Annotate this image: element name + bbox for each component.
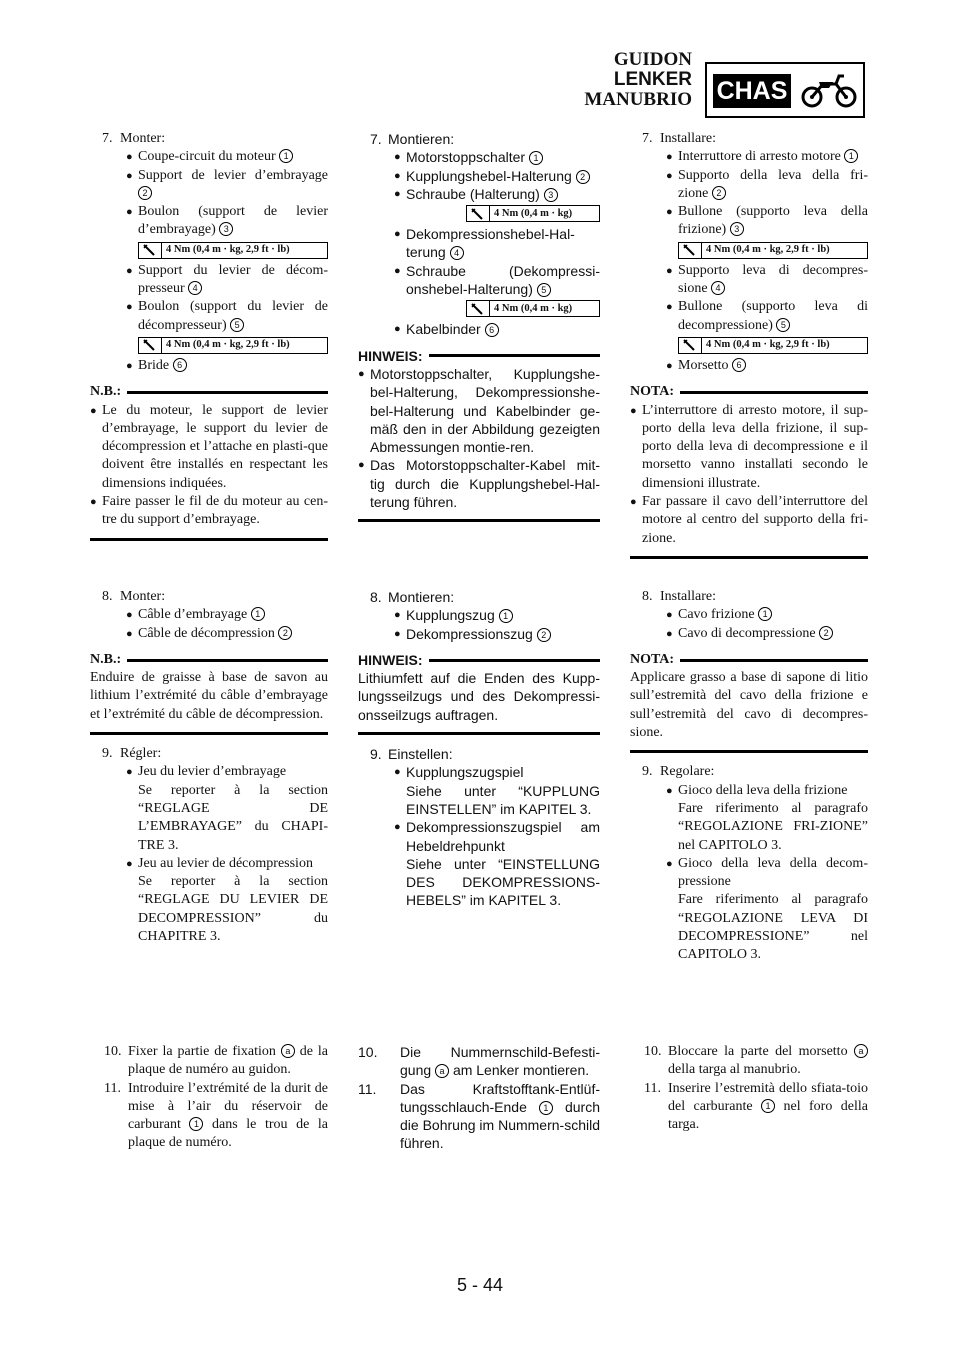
reference-text: Siehe unter “EINSTELLUNG DES DEKOMPRESSIONS-HEBELS” im KAPITEL 3. — [406, 855, 600, 909]
list-item: ● Morsetto 6 — [630, 357, 868, 375]
list-item: ● Coupe-circuit du moteur 1 — [90, 148, 328, 166]
wrench-icon — [471, 303, 485, 315]
it-step-7: 7. Installare: ● Interruttore di arresto motore 1 ● Supporto della leva della fri-zione 2 ● Bullone (supporto leva della frizione) 3 4 Nm (0,4 m · kg, 2,9 ft · lb) ● Supporto leva di decompres-sione 4 ● Bullone (supporto leva di decompressione) 5 4 Nm (0,4 m · kg, 2,9 ft · lb) ● Morsetto 6 NOTA: ● L’interruttore di arresto motore, il sup-porto della leva della frizione, il sup-porto della leva di decompressione e il morsetto vanno installati secondo le dimensioni illustrate. ● Far passare il cavo dell’interruttore del motore al centro del supporto della fri-zione. — [630, 130, 868, 559]
note-text: Lithiumfett auf die Enden des Kupp-lungsseilzugs und des Dekompressi-onsseilzugs auftragen. — [358, 670, 600, 723]
note-item: ● Faire passer le fil de du moteur au cen-tre du support d’embrayage. — [90, 494, 328, 528]
step-title: Regolare: — [660, 764, 715, 780]
note-block — [90, 383, 328, 540]
wrench-icon — [471, 208, 485, 220]
ref-callout: 4 — [450, 246, 464, 260]
ref-callout: 6 — [485, 323, 499, 337]
note-label: NOTA: — [630, 651, 675, 667]
note-label: NOTA: — [630, 384, 675, 400]
ref-callout: 5 — [537, 283, 551, 297]
ref-callout: 1 — [529, 151, 543, 165]
step-title: Installare: — [660, 131, 716, 146]
list-item: ● Bullone (supporto leva della frizione) 3 — [666, 204, 868, 238]
list-item: ● Kupplungshebel-Halterung 2 — [358, 167, 600, 185]
reference-text: Fare riferimento al paragrafo “REGOLAZIONE FRI-ZIONE” nel CAPITOLO 3. — [678, 800, 868, 853]
ref-callout: 2 — [278, 626, 292, 640]
torque-spec: 4 Nm (0,4 m · kg) — [466, 300, 600, 317]
list-item: ● Boulon (support du levier de décompresseur) 5 — [126, 299, 328, 333]
section-titles — [584, 50, 692, 110]
ref-callout: 2 — [819, 626, 833, 640]
step-title: Montieren: — [388, 589, 455, 605]
ref-callout: 2 — [138, 186, 152, 200]
it-step-10-11: 10. Bloccare la parte del morsetto a della targa al manubrio. 11. Inserire l’estremità dello sfiata-toio del carburante 1 nel foro della targa. — [644, 1044, 868, 1133]
ref-callout: 1 — [189, 1117, 203, 1131]
ref-callout: a — [281, 1044, 295, 1058]
list-item: ● Gioco della leva della decom-pressione — [666, 855, 868, 890]
ref-callout: 1 — [251, 607, 265, 621]
list-item: ● Dekompressionszugspiel am Hebeldrehpunkt — [394, 819, 600, 854]
list-item: ● Câble d’embrayage 1 — [90, 606, 328, 624]
de-step-7: 7. Montieren: ● Motorstoppschalter 1 ● Kupplungshebel-Halterung 2 ● Schraube (Halterung) 3 4 Nm (0,4 m · kg) ● Dekompressionshebel-Hal-terung 4 ● Schraube (Dekompressi-onshebel-Halterung) 5 4 Nm (0,4 m · kg) ● Kabelbinder 6 HINWEIS: ● Motorstoppschalter, Kupplungshe-bel-Halterung, Dekompressionshe-bel-Halterung und Kabelbinder ge-mäß den in der Abbildung gezeigten Abmessungen montie-ren. ● Das Motorstoppschalter-Kabel mit-tig durch die Kupplungshebel-Hal-terung führen. — [358, 130, 600, 522]
step-title: Einstellen: — [388, 746, 453, 763]
torque-spec: 4 Nm (0,4 m · kg, 2,9 ft · lb) — [678, 337, 868, 354]
ref-callout: a — [435, 1064, 449, 1078]
step-title: Monter: — [120, 589, 166, 604]
list-item: ● Câble de décompression 2 — [90, 625, 328, 643]
note-item: ● Far passare il cavo dell’interruttore del motore al centro del supporto della fri-zione. — [630, 494, 868, 546]
list-item: ● Support de levier d’embrayage 2 — [126, 167, 328, 198]
list-item: ● Dekompressionszug 2 — [358, 625, 600, 643]
list-item: ● Jeu du levier d’embrayage — [126, 764, 287, 780]
note-block — [630, 383, 868, 559]
ref-callout: 5 — [776, 318, 790, 332]
note-item: ● Das Motorstoppschalter-Kabel mit-tig durch die Kupplungshebel-Hal-terung führen. — [358, 457, 600, 511]
list-item: ● Interruttore di arresto motore 1 — [630, 148, 868, 166]
list-item: ● Support du levier de décom-presseur 4 — [126, 262, 328, 297]
list-item: ● Boulon (support de levier d’embrayage) 3 — [126, 204, 328, 238]
ref-callout: 3 — [730, 222, 744, 236]
ref-callout: 2 — [537, 628, 551, 642]
reference-text: Fare riferimento al paragrafo “REGOLAZIONE LEVA DI DECOMPRESSIONE” nel CAPITOLO 3. — [678, 892, 868, 963]
ref-callout: a — [854, 1044, 868, 1058]
note-item: ● Le du moteur, le support de levier d’embrayage, le support du levier de décompression et l’attache en plasti-que doivent être installés en respectant les dimensions indiquées. — [90, 402, 328, 491]
note-text: Enduire de graisse à base de savon au lithium l’extrémité du câble d’embrayage et l’extrémité du câble de décompression. — [90, 670, 328, 722]
list-item: ● Cavo frizione 1 — [630, 606, 868, 624]
ref-callout: 2 — [712, 186, 726, 200]
title-fr: GUIDON — [613, 49, 692, 70]
fr-step-7 — [90, 130, 328, 541]
ref-callout: 4 — [711, 281, 725, 295]
ref-callout: 3 — [219, 222, 233, 236]
note-label: N.B.: — [90, 384, 122, 400]
step-title: Installare: — [660, 589, 716, 604]
ref-callout: 4 — [188, 281, 202, 295]
page-number: 5 - 44 — [456, 1275, 504, 1295]
ref-callout: 5 — [230, 318, 244, 332]
list-item: ● Cavo di decompressione 2 — [630, 625, 868, 643]
ref-callout: 3 — [544, 188, 558, 202]
step-title: Monter: — [120, 131, 166, 146]
ref-callout: 1 — [499, 609, 513, 623]
section-badge — [705, 62, 865, 118]
wrench-icon — [143, 244, 157, 256]
list-item: ● Gioco della leva della frizione — [666, 782, 848, 798]
note-block — [358, 651, 600, 735]
note-label: HINWEIS: — [358, 651, 423, 668]
motorcycle-icon — [799, 70, 859, 110]
ref-callout: 1 — [844, 149, 858, 163]
fr-step-8-9: 8. Monter: ● Câble d’embrayage 1 ● Câble de décompression 2 N.B.: Enduire de graisse à base de savon au lithium l’extrémité du câble d’embrayage et l’extrémité du câble de décompression. 9. Régler: ● Jeu du levier d’embrayage Se reporter à la section “REGLAGE DE L’EMBRAYAGE” du CHAPI-TRE 3. ● Jeu au levier de décompression Se reporter à la section “REGLAGE DU LEVIER DE DECOMPRESSION” du CHAPITRE 3. — [90, 588, 328, 946]
fr-step-10-11: 10. Fixer la partie de fixation a de la plaque de numéro au guidon. 11. Introduire l’extrémité de la durit de mise à l’air du réservoir de carburant 1 dans le trou de la plaque de numéro. — [104, 1044, 329, 1151]
list-item: ● Bullone (supporto leva di decompressione) 5 — [666, 299, 868, 333]
reference-text: Se reporter à la section “REGLAGE DE L’EMBRAYAGE” du CHAPI-TRE 3. — [138, 782, 328, 853]
list-item: ● Kupplungszug 1 — [358, 606, 600, 624]
wrench-icon — [683, 339, 697, 351]
list-item: ● Jeu au levier de décompression — [126, 855, 313, 871]
title-de: LENKER — [613, 69, 692, 90]
title-it: MANUBRIO — [584, 89, 692, 110]
list-item: ● Kabelbinder 6 — [358, 320, 600, 338]
torque-spec: 4 Nm (0,4 m · kg) — [466, 205, 600, 222]
ref-callout: 6 — [732, 358, 746, 372]
it-step-8-9: 8. Installare: ● Cavo frizione 1 ● Cavo di decompressione 2 NOTA: Applicare grasso a base di sapone di litio sull’estremità del cavo della frizione e sull’estremità del cavo di decompres-sione. 9. Regolare: ● Gioco della leva della frizione Fare riferimento al paragrafo “REGOLAZIONE FRI-ZIONE” nel CAPITOLO 3. ● Gioco della leva della decom-pressione Fare riferimento al paragrafo “REGOLAZIONE LEVA DI DECOMPRESSIONE” nel CAPITOLO 3. — [630, 588, 868, 965]
torque-spec: 4 Nm (0,4 m · kg, 2,9 ft · lb) — [678, 242, 868, 259]
list-item: ● Schraube (Dekompressi-onshebel-Halterung) 5 — [394, 262, 600, 298]
step-title: Régler: — [120, 746, 162, 762]
wrench-icon — [683, 244, 697, 256]
list-item: ● Kupplungszugspiel — [394, 764, 524, 781]
torque-spec: 4 Nm (0,4 m · kg, 2,9 ft · lb) — [138, 337, 328, 354]
note-label: N.B.: — [90, 651, 122, 667]
de-step-8-9: 8. Montieren: ● Kupplungszug 1 ● Dekompressionszug 2 HINWEIS: Lithiumfett auf die Enden des Kupp-lungsseilzugs und des Dekompressi-onsseilzugs auftragen. 9. Einstellen: ● Kupplungszugspiel Siehe unter “KUPPLUNG EINSTELLEN” im KAPITEL 3. ● Dekompressionszugspiel am Hebeldrehpunkt Siehe unter “EINSTELLUNG DES DEKOMPRESSIONS-HEBELS” im KAPITEL 3. — [358, 589, 600, 909]
ref-callout: 1 — [761, 1099, 775, 1113]
note-block — [630, 651, 868, 753]
note-block — [90, 651, 328, 735]
reference-text: Se reporter à la section “REGLAGE DU LEVIER DE DECOMPRESSION” du CHAPITRE 3. — [138, 874, 328, 945]
note-block — [358, 347, 600, 523]
torque-spec: 4 Nm (0,4 m · kg, 2,9 ft · lb) — [138, 242, 328, 259]
ref-callout: 1 — [758, 607, 772, 621]
list-item: ● Supporto della leva della fri-zione 2 — [666, 167, 868, 201]
list-item: ● Bride 6 — [90, 357, 328, 375]
wrench-icon — [143, 339, 157, 351]
ref-callout: 1 — [539, 1101, 553, 1115]
list-item: ● Dekompressionshebel-Hal-terung 4 — [394, 226, 575, 261]
step-number: 7. — [102, 131, 113, 146]
list-item: ● Supporto leva di decompres-sione 4 — [666, 262, 868, 297]
step-title: Montieren: — [388, 131, 455, 147]
note-item: ● L’interruttore di arresto motore, il sup-porto della leva della frizione, il sup-porto della leva di decompressione e il morsetto vanno installati secondo le dimensioni illustrate. — [630, 402, 868, 491]
de-step-10-11: 10. Die Nummernschild-Befesti-gung a am Lenker montieren. 11. Das Kraftstofftank-Entlüf-tungsschlauch-Ende 1 durch die Bohrung im Nummern-schild führen. — [358, 1044, 600, 1152]
list-item: ● Schraube (Halterung) 3 — [358, 185, 600, 203]
section-badge-label: CHAS — [713, 74, 791, 108]
ref-callout: 2 — [576, 170, 590, 184]
note-item: ● Motorstoppschalter, Kupplungshe-bel-Halterung, Dekompressionshe-bel-Halterung und Kabelbinder ge-mäß den in der Abbildung gezeigten Abmessungen montie-ren. — [358, 365, 600, 456]
ref-callout: 6 — [173, 358, 187, 372]
list-item: ● Motorstoppschalter 1 — [358, 148, 600, 166]
ref-callout: 1 — [279, 149, 293, 163]
note-text: Applicare grasso a base di sapone di litio sull’estremità del cavo della frizione e sull’estremità del cavo di decompres-sione. — [630, 670, 868, 741]
note-label: HINWEIS: — [358, 347, 423, 364]
reference-text: Siehe unter “KUPPLUNG EINSTELLEN” im KAPITEL 3. — [406, 782, 600, 817]
